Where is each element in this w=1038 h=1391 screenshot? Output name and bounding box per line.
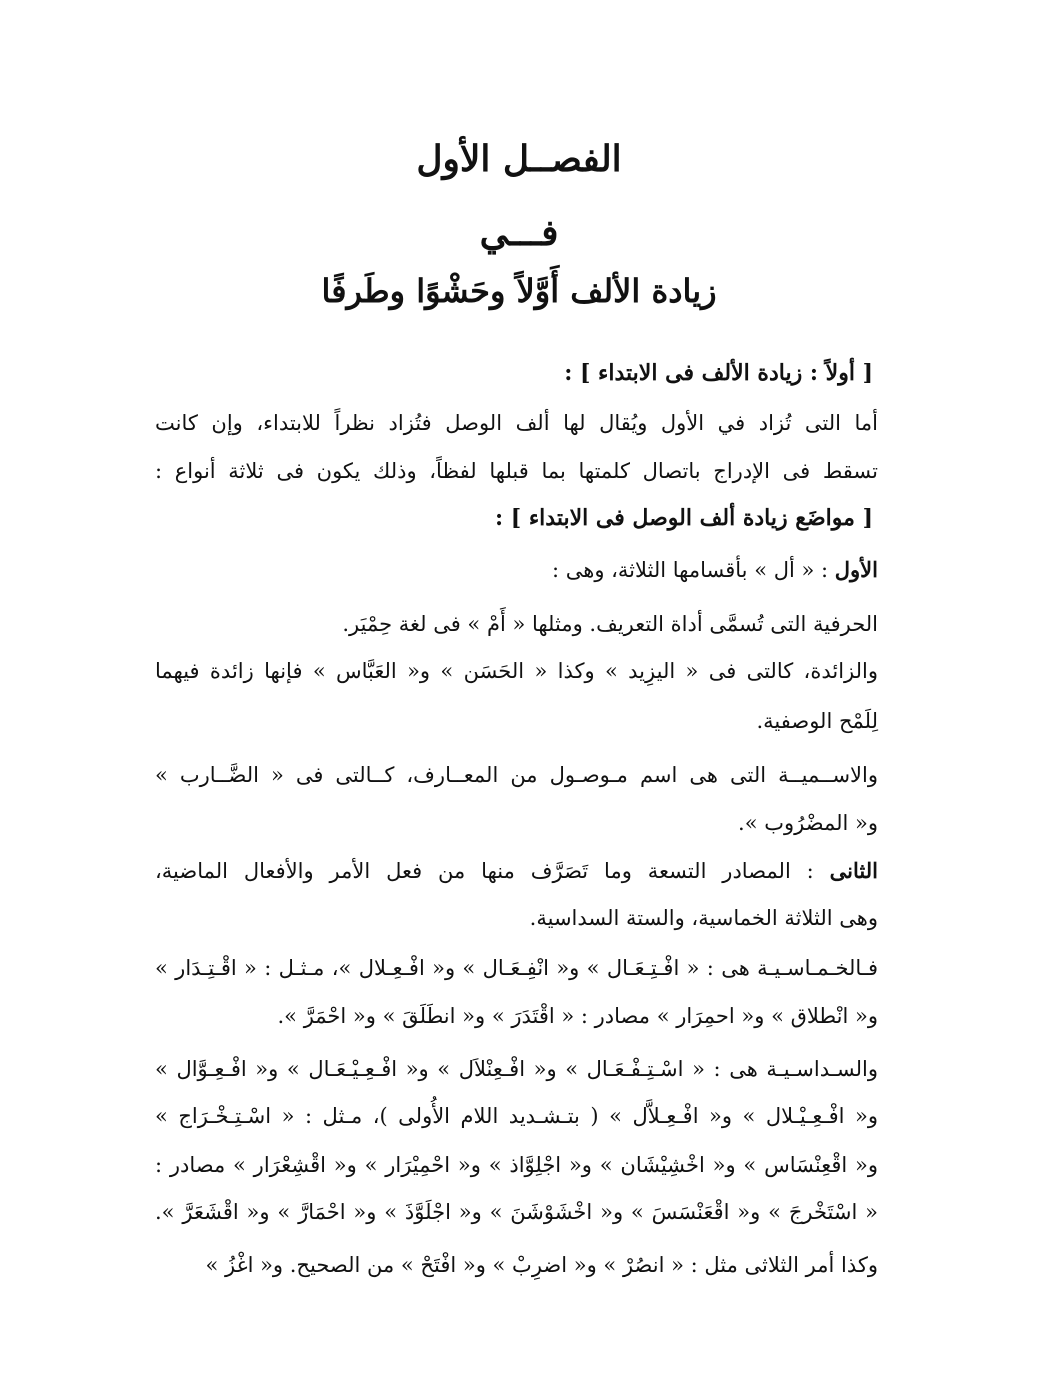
paragraph-line: و« افْـعِـيْـلال » و« افْـعِـلاَّل » ( بتـشـديد اللام الأُولى )، مـثل : « اسْـتِـخْـرَاج » (155, 1104, 878, 1128)
second-type-text: : المصادر التسعة وما تَصَرَّف منها من فعل الأمر والأفعال الماضية، (155, 859, 814, 883)
paragraph-line: فـالخـمـاسـيـة هى : « افْـتِـعَـال » و« انْفِـعَـال » و« افْـعِـلال »، مـثـل : « اقْـتِـدَار » (155, 956, 878, 980)
paragraph-line: « اسْتَخْرجَ » و« اقْعَنْسَسَ » و« اخْشَوْشَنَ » و« اجْلَوَّذَ » و« احْمَارَّ » و« اقْشَعَرَّ ». (155, 1200, 878, 1224)
chapter-subtitle-preposition: فـــي (479, 212, 559, 254)
second-type-label: الثانى (829, 858, 878, 883)
sub-heading: [ مواضَع زيادة ألف الوصل فى الابتداء ] : (494, 505, 873, 531)
paragraph-line: و« المضْرُوب ». (738, 811, 878, 835)
paragraph-line: وهى الثلاثة الخماسية، والستة السداسية. (529, 906, 878, 930)
paragraph-line (155, 856, 878, 886)
paragraph-line: أما التى تُزاد في الأول ويُقال لها ألف الوصل فتُزاد نظراً للابتداء، وإن كانت (155, 411, 878, 435)
chapter-title: الفصــل الأول (416, 138, 622, 180)
paragraph-line: و« اقْعِنْسَاس » و« اخْشِيْشَان » و« اجْلِوَّاذ » و« احْمِيْرَار » و« اقْشِعْرَار » مصادر : (155, 1153, 878, 1177)
section-heading: [ أولاً : زيادة الألف فى الابتداء ] : (564, 360, 873, 386)
paragraph-line: الحرفية التى تُسمَّى أداة التعريف. ومثلها « أَمْ » فى لغة حِمْيَر. (342, 612, 878, 636)
first-type-label: الأول (834, 557, 878, 582)
paragraph-line: والزائدة، كالتى فى « اليزِيد » وكذا « الحَسَن » و« العَبَّاس » فإنها زائدة فيهما (155, 659, 878, 683)
paragraph-line: والاســميــة التى هى اسم مـوصـول من المعــارف، كــالتى فى « الضَّــارب » (155, 763, 878, 787)
paragraph-line: و« انْطلاق » و« احمِرَار » مصادر : « اقْتَدَرَ » و« انطَلَقَ » و« احْمَرَّ ». (277, 1004, 878, 1028)
paragraph-line: لِلَمْح الوصفية. (756, 709, 878, 733)
paragraph-line (552, 555, 878, 585)
chapter-subtitle: زيادة الألف أَوَّلاً وحَشْوًا وطَرفًا (321, 272, 717, 310)
first-type-text: : « أل » بأقسامها الثلاثة، وهى : (551, 558, 829, 582)
paragraph-line: والسـداسـيـة هى : « اسْـتِـفْـعَـال » و« افْـعِنْلاَل » و« افْـعِـيْـعَـال » و« افْـعِـوَّال » (155, 1057, 878, 1081)
paragraph-line: تسقط فى الإدراج باتصال كلمتها بما قبلها لفظاً، وذلك يكون فى ثلاثة أنواع : (155, 459, 878, 483)
paragraph-line: وكذا أمر الثلاثى مثل : « انصُرْ » و« اضرِبْ » و« افْتَحْ » من الصحيح. و« اغْزُ » (205, 1253, 878, 1277)
